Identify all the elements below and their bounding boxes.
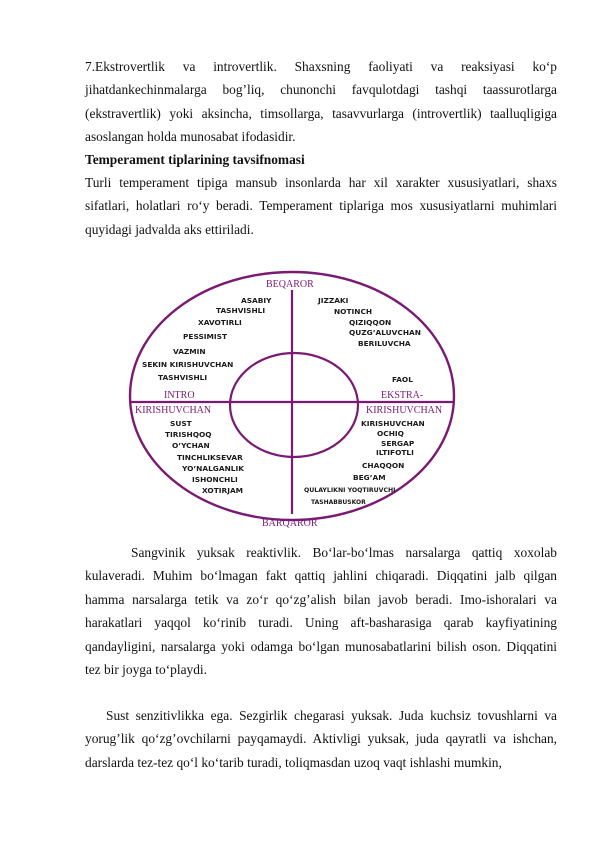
trait-label: VAZMIN: [173, 347, 206, 356]
trait-label: QULAYLIKNI YOQTIRUVCHI: [304, 487, 396, 494]
trait-label: TIRISHQOQ: [165, 430, 212, 439]
trait-label: ILTIFOTLI: [376, 448, 414, 457]
trait-label: SERGAP: [381, 439, 415, 448]
trait-label: QIZIQQON: [349, 318, 392, 327]
trait-label: TASHVISHLI: [158, 373, 208, 382]
trait-label: SUST: [170, 419, 192, 428]
trait-label: BERILUVCHA: [358, 339, 411, 348]
trait-label: KIRISHUVCHAN: [361, 419, 425, 428]
trait-label: SEKIN KIRISHUVCHAN: [142, 360, 234, 369]
caption-left-2: KIRISHUVCHAN: [135, 405, 212, 416]
trait-label: YO’NALGANLIK: [182, 464, 244, 473]
trait-label: ISHONCHLI: [192, 475, 238, 484]
trait-label: NOTINCH: [334, 307, 373, 316]
trait-label: BEG’AM: [353, 473, 386, 482]
trait-label: CHAQQON: [362, 461, 405, 470]
trait-label: TASHABBUSKOR: [311, 499, 366, 506]
paragraph-sensitivity: Sust senzitivlikka ega. Sezgirlik chegarasi yuksak. Juda kuchsiz tovushlarni va yorug’lik qo‘zg’ovchilarni payqamaydi. Aktivligi yuksak, juda qayratli va ishchan, darslarda tez-tez qo‘l ko‘tarib turadi, toliqmasdan uzoq vaqt ishlashi mumkin,: [85, 708, 557, 770]
paragraph-extroversion: 7.Ekstrovertlik va introvertlik. Shaxsning faoliyati va reaksiyasi ko‘p jihatdankechinmalarga bog’liq, chunonchi favqulotdagi tashqi taassurotlarga (ekstravertlik) yoki aksincha, timsollarga, tasavvurlarga (introvertlik) taalluqligiga asoslangan holda munosabat ifodasidir.: [85, 59, 557, 145]
trait-label: TASHVISHLI: [216, 306, 266, 315]
caption-right-2: KIRISHUVCHAN: [366, 405, 443, 416]
caption-left-1: INTRO: [164, 390, 195, 401]
paragraph-sanguine: Sangvinik yuksak reaktivlik. Bo‘lar-bo‘lmas narsalarga qattiq xoxolab kulaveradi. Muhim bo‘lmagan fakt qattiq jahlini chiqaradi. Diqqatini jalb qilgan hamma narsalarga tetik va zo‘r qo‘zg’alish bilan javob beradi. Imo-ishoralari va harakatlari yaqqol ko‘rinib turadi. Uning aft-basharasiga qarab kayfiyatining qandayligini, narsalarga yoki odamga bo‘lgan munosabatlarini bilish oson. Diqqatini tez bir joyga to‘playdi.: [85, 545, 557, 678]
section-heading: Temperament tiplarining tavsifnomasi: [85, 152, 305, 167]
trait-label: XOTIRJAM: [202, 486, 244, 495]
trait-label: O’YCHAN: [172, 441, 210, 450]
caption-top: BEQAROR: [266, 279, 314, 290]
trait-label: TINCHLIKSEVAR: [177, 453, 243, 462]
paragraph-temperament-intro: Turli temperament tipiga mansub insonlarda har xil xarakter xususiyatlari, shaxs sifatlari, holatlari ro‘y beradi. Temperament tiplariga mos xususiyatlarni muhimlari quyidagi jadvalda aks ettiriladi.: [85, 175, 557, 237]
caption-right-1: EKSTRA-: [381, 390, 424, 401]
trait-label: ASABIY: [241, 296, 272, 305]
trait-label: JIZZAKI: [318, 296, 349, 305]
trait-label: FAOL: [392, 375, 413, 384]
inner-ellipse: [230, 353, 358, 457]
trait-label: XAVOTIRLI: [198, 318, 242, 327]
trait-label: PESSIMIST: [183, 332, 227, 341]
temperament-diagram: [128, 262, 456, 530]
trait-label: QUZG’ALUVCHAN: [349, 328, 421, 337]
caption-bottom: BARQAROR: [262, 518, 318, 529]
trait-label: OCHIQ: [377, 429, 404, 438]
